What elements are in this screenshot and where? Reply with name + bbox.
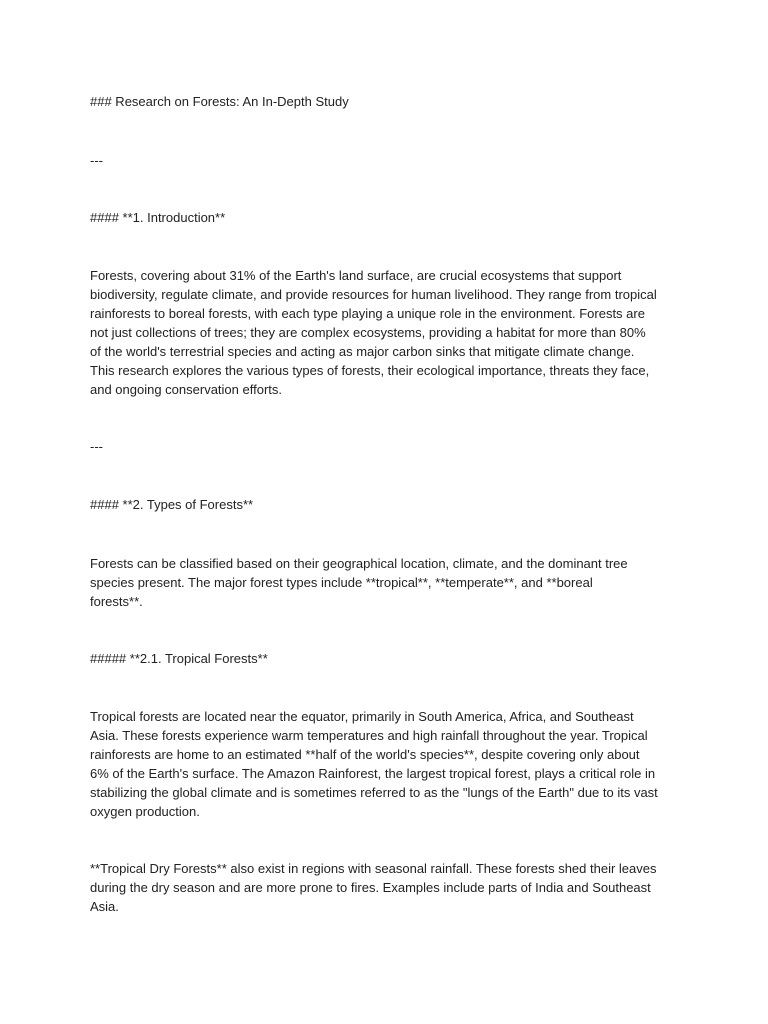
text-line: forests**. (90, 594, 143, 609)
text-line: **Tropical Dry Forests** also exist in regions with seasonal rainfall. These forests shed their leaves (90, 861, 657, 876)
text-line: This research explores the various types of forests, their ecological importance, threats they face, (90, 363, 650, 378)
text-line: rainforests to boreal forests, with each type playing a unique role in the environment. Forests are (90, 306, 645, 321)
paragraph-tropical-dry (90, 859, 710, 916)
text-line: Tropical forests are located near the equator, primarily in South America, Africa, and Southeast (90, 709, 634, 724)
text-line: oxygen production. (90, 804, 200, 819)
heading-types-of-forests: #### **2. Types of Forests** (90, 497, 254, 512)
text-line: rainforests are home to an estimated **half of the world's species**, despite covering only about (90, 747, 640, 762)
text-line: 6% of the Earth's surface. The Amazon Rainforest, the largest tropical forest, plays a critical role in (90, 766, 656, 781)
paragraph-tropical (90, 707, 710, 821)
paragraph-introduction (90, 266, 710, 399)
text-line: Asia. (90, 899, 119, 914)
heading-introduction: #### **1. Introduction** (90, 210, 226, 225)
document-title: ### Research on Forests: An In-Depth Study (90, 94, 349, 109)
paragraph-types (90, 554, 710, 611)
text-line: biodiversity, regulate climate, and provide resources for human livelihood. They range from tropical (90, 287, 657, 302)
text-line: Forests can be classified based on their geographical location, climate, and the dominant tree (90, 556, 628, 571)
text-line: Asia. These forests experience warm temperatures and high rainfall throughout the year. Tropical (90, 728, 648, 743)
text-line: of the world's terrestrial species and acting as major carbon sinks that mitigate climate change. (90, 344, 635, 359)
text-line: species present. The major forest types include **tropical**, **temperate**, and **boreal (90, 575, 593, 590)
text-line: during the dry season and are more prone to fires. Examples include parts of India and Southeast (90, 880, 651, 895)
text-line: stabilizing the global climate and is sometimes referred to as the "lungs of the Earth" due to its vast (90, 785, 658, 800)
text-line: and ongoing conservation efforts. (90, 382, 283, 397)
text-line: Forests, covering about 31% of the Earth's land surface, are crucial ecosystems that support (90, 268, 622, 283)
text-line: not just collections of trees; they are complex ecosystems, providing a habitat for more than 80% (90, 325, 646, 340)
horizontal-rule: --- (90, 439, 103, 454)
heading-tropical-forests: ##### **2.1. Tropical Forests** (90, 651, 268, 666)
horizontal-rule: --- (90, 153, 103, 168)
